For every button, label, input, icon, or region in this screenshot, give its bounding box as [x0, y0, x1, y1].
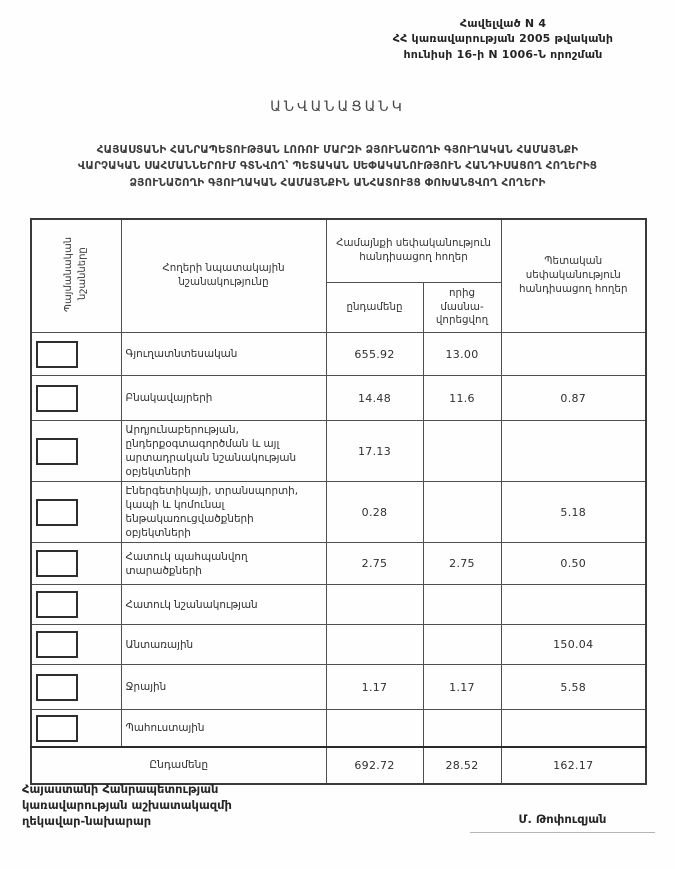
- row-label: Բնակավայրերի: [121, 376, 326, 421]
- row-total: 2.75: [326, 543, 423, 585]
- legend-column-header: [31, 219, 121, 333]
- annex-line: ՀՀ կառավարության 2005 թվականի: [392, 32, 614, 46]
- footer-line: ղեկավար-նախարար: [22, 814, 152, 829]
- row-label: Գյուղատնտեսական: [121, 333, 326, 376]
- row-state: 5.18: [501, 482, 646, 543]
- row-state: 0.87: [501, 376, 646, 421]
- row-state: [501, 333, 646, 376]
- row-total: 1.17: [326, 665, 423, 710]
- legend-cell: [31, 421, 121, 482]
- land-transfer-table: [30, 218, 647, 785]
- row-total: 14.48: [326, 376, 423, 421]
- row-privatized: [423, 585, 501, 625]
- legend-cell: [31, 333, 121, 376]
- row-state: 5.58: [501, 665, 646, 710]
- legend-box: [36, 385, 78, 412]
- table-row: [31, 585, 646, 625]
- row-state: 0.50: [501, 543, 646, 585]
- row-state: 150.04: [501, 625, 646, 665]
- table-row: [31, 710, 646, 747]
- legend-cell: [31, 482, 121, 543]
- row-label: Հատուկ նշանակության: [121, 585, 326, 625]
- community-group-header: Համայնքի սեփականություն հանդիսացող հողեր: [326, 219, 501, 283]
- table-row: [31, 482, 646, 543]
- subtitle-line: ՁՅՈՒՆԱՇՈՂԻ ԳՅՈՒՂԱԿԱՆ ՀԱՄԱՅՆՔԻՆ ԱՆՀԱՏՈՒՅՑ ՓՈԽԱՆՑՎՈՂ ՀՈՂԵՐԻ: [129, 176, 546, 189]
- row-privatized: 2.75: [423, 543, 501, 585]
- row-state: [501, 421, 646, 482]
- purpose-column-header: Հողերի նպատակային նշանակությունը: [121, 219, 326, 333]
- table-row: [31, 376, 646, 421]
- legend-column-header-label: Պայմանական նշանները: [63, 236, 89, 312]
- footer-line: Հայաստանի Հանրապետության: [22, 782, 219, 796]
- row-label: Պահուստային: [121, 710, 326, 747]
- signatory-title: [22, 781, 232, 829]
- legend-cell: [31, 625, 121, 665]
- table-row: [31, 543, 646, 585]
- table-row: [31, 333, 646, 376]
- row-label: Ջրային: [121, 665, 326, 710]
- row-state: [501, 585, 646, 625]
- document-title: ԱՆՎԱՆԱՑԱՆԿ: [270, 99, 405, 115]
- annex-reference: [353, 16, 653, 62]
- row-total: [326, 625, 423, 665]
- total-row: [31, 747, 646, 784]
- annex-line: Հավելված N 4: [459, 17, 547, 30]
- total-state: 162.17: [501, 747, 646, 784]
- legend-box: [36, 499, 78, 526]
- row-total: 17.13: [326, 421, 423, 482]
- state-column-header: Պետական սեփականություն հանդիսացող հողեր: [501, 219, 646, 333]
- row-privatized: 1.17: [423, 665, 501, 710]
- row-label: Էներգետիկայի, տրանսպորտի, կապի և կոմունալ ենթակառուցվածքների օբյեկտների: [121, 482, 326, 543]
- legend-cell: [31, 376, 121, 421]
- legend-box: [36, 341, 78, 368]
- legend-box: [36, 674, 78, 701]
- legend-box: [36, 631, 78, 658]
- row-privatized: 11.6: [423, 376, 501, 421]
- legend-cell: [31, 665, 121, 710]
- row-label: Անտառային: [121, 625, 326, 665]
- row-total: 0.28: [326, 482, 423, 543]
- legend-cell: [31, 585, 121, 625]
- legend-box: [36, 591, 78, 618]
- row-privatized: [423, 625, 501, 665]
- annex-line: հունիսի 16-ի N 1006-Ն որոշման: [403, 47, 603, 61]
- total-label: Ընդամենը: [31, 747, 326, 784]
- table-row: [31, 421, 646, 482]
- legend-box: [36, 438, 78, 465]
- row-privatized: 13.00: [423, 333, 501, 376]
- row-label: Հատուկ պահպանվող տարածքների: [121, 543, 326, 585]
- subheader-privatized: որից մասնա-վորեցվող: [423, 283, 501, 333]
- footer-line: կառավարության աշխատակազմի: [22, 798, 232, 813]
- row-total: [326, 710, 423, 747]
- total-total: 692.72: [326, 747, 423, 784]
- legend-cell: [31, 710, 121, 747]
- row-total: [326, 585, 423, 625]
- table-row: [31, 665, 646, 710]
- legend-box: [36, 550, 78, 577]
- legend-box: [36, 715, 78, 742]
- document-subtitle: [25, 142, 650, 191]
- row-privatized: [423, 482, 501, 543]
- row-state: [501, 710, 646, 747]
- row-label: Արդյունաբերության, ընդերքօգտագործման և այլ արտադրական նշանակության օբյեկտների: [121, 421, 326, 482]
- table-row: [31, 625, 646, 665]
- total-privatized: 28.52: [423, 747, 501, 784]
- subheader-total: ընդամենը: [326, 283, 423, 333]
- subtitle-line: ՀԱՅԱՍՏԱՆԻ ՀԱՆՐԱՊԵՏՈՒԹՅԱՆ ԼՈՌՈՒ ՄԱՐԶԻ ՁՅՈՒՆԱՇՈՂԻ ԳՅՈՒՂԱԿԱՆ ՀԱՄԱՅՆՔԻ: [96, 144, 579, 156]
- row-privatized: [423, 421, 501, 482]
- signatory-name: Մ. Թոփուզյան: [470, 812, 655, 833]
- row-privatized: [423, 710, 501, 747]
- row-total: 655.92: [326, 333, 423, 376]
- legend-cell: [31, 543, 121, 585]
- subtitle-line: ՎԱՐՉԱԿԱՆ ՍԱՀՄԱՆՆԵՐՈՒՄ ԳՏՆՎՈՂ՝ ՊԵՏԱԿԱՆ ՍԵՓԱԿԱՆՈՒԹՅՈՒՆ ՀԱՆԴԻՍԱՑՈՂ ՀՈՂԵՐԻՑ: [77, 160, 598, 173]
